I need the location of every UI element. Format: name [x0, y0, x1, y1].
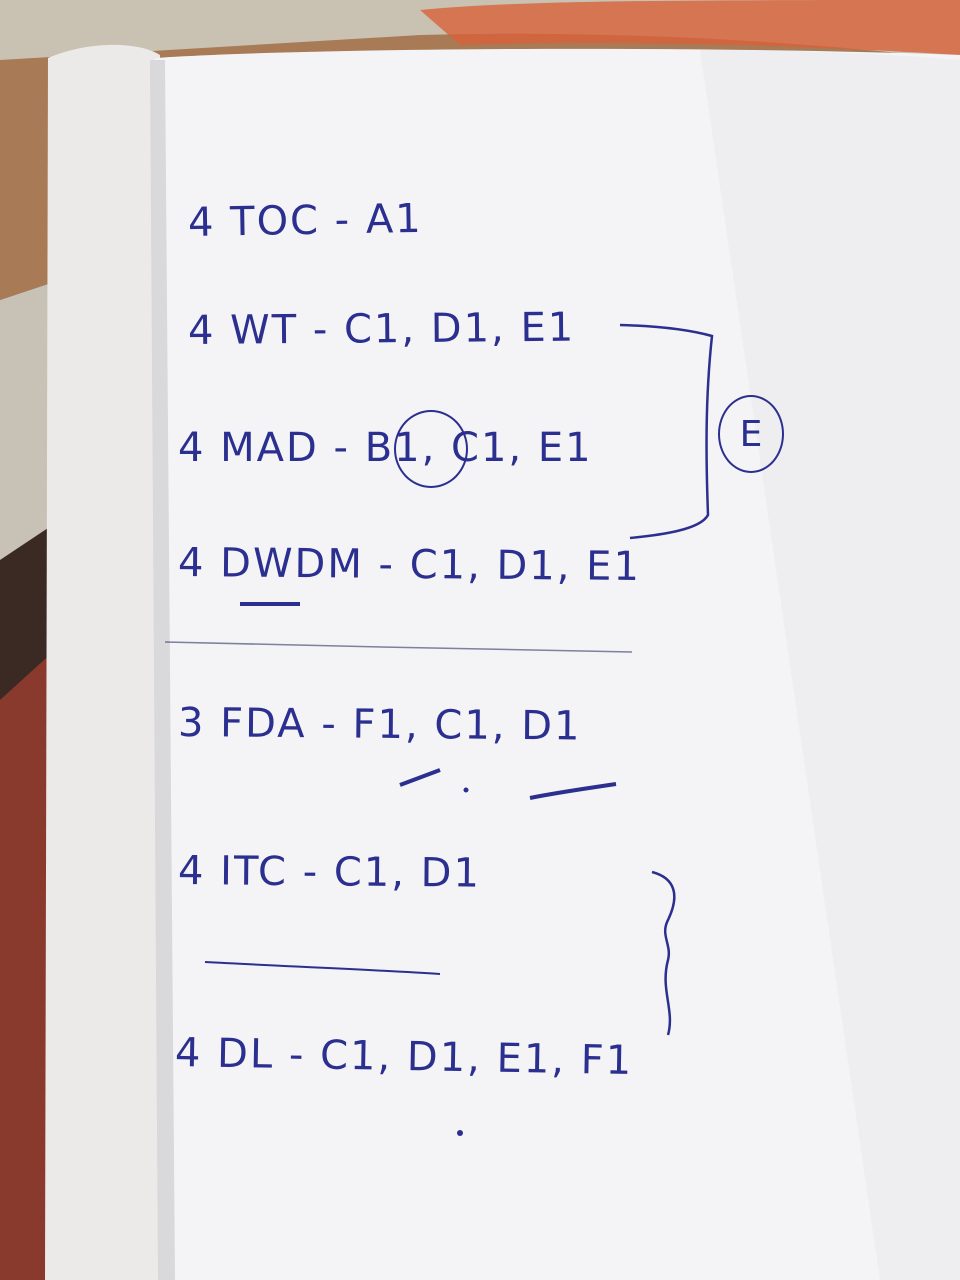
note-text: 4 DWDM - C1, D1, E1: [177, 540, 642, 591]
note-text: 4 DL - C1, D1, E1, F1: [174, 1030, 634, 1084]
note-text: 3 FDA - F1, C1, D1: [177, 700, 582, 750]
note-line-dl: [175, 1030, 634, 1084]
note-text: 4 MAD - B1, C1, E1: [178, 425, 593, 471]
group-label: E: [739, 413, 763, 455]
note-text: 4 ITC - C1, D1: [177, 848, 482, 897]
note-line-dwdm: [178, 540, 641, 590]
note-line-wt: [188, 305, 576, 354]
note-line-fda: [178, 700, 582, 750]
note-line-toc: [188, 196, 423, 246]
group-e-circle: [718, 395, 784, 473]
note-line-mad: [178, 425, 593, 471]
note-text: 4 TOC - A1: [187, 195, 424, 246]
note-text: 4 WT - C1, D1, E1: [187, 304, 576, 354]
note-line-itc: [178, 848, 481, 897]
circled-b1-mark: [394, 410, 468, 488]
